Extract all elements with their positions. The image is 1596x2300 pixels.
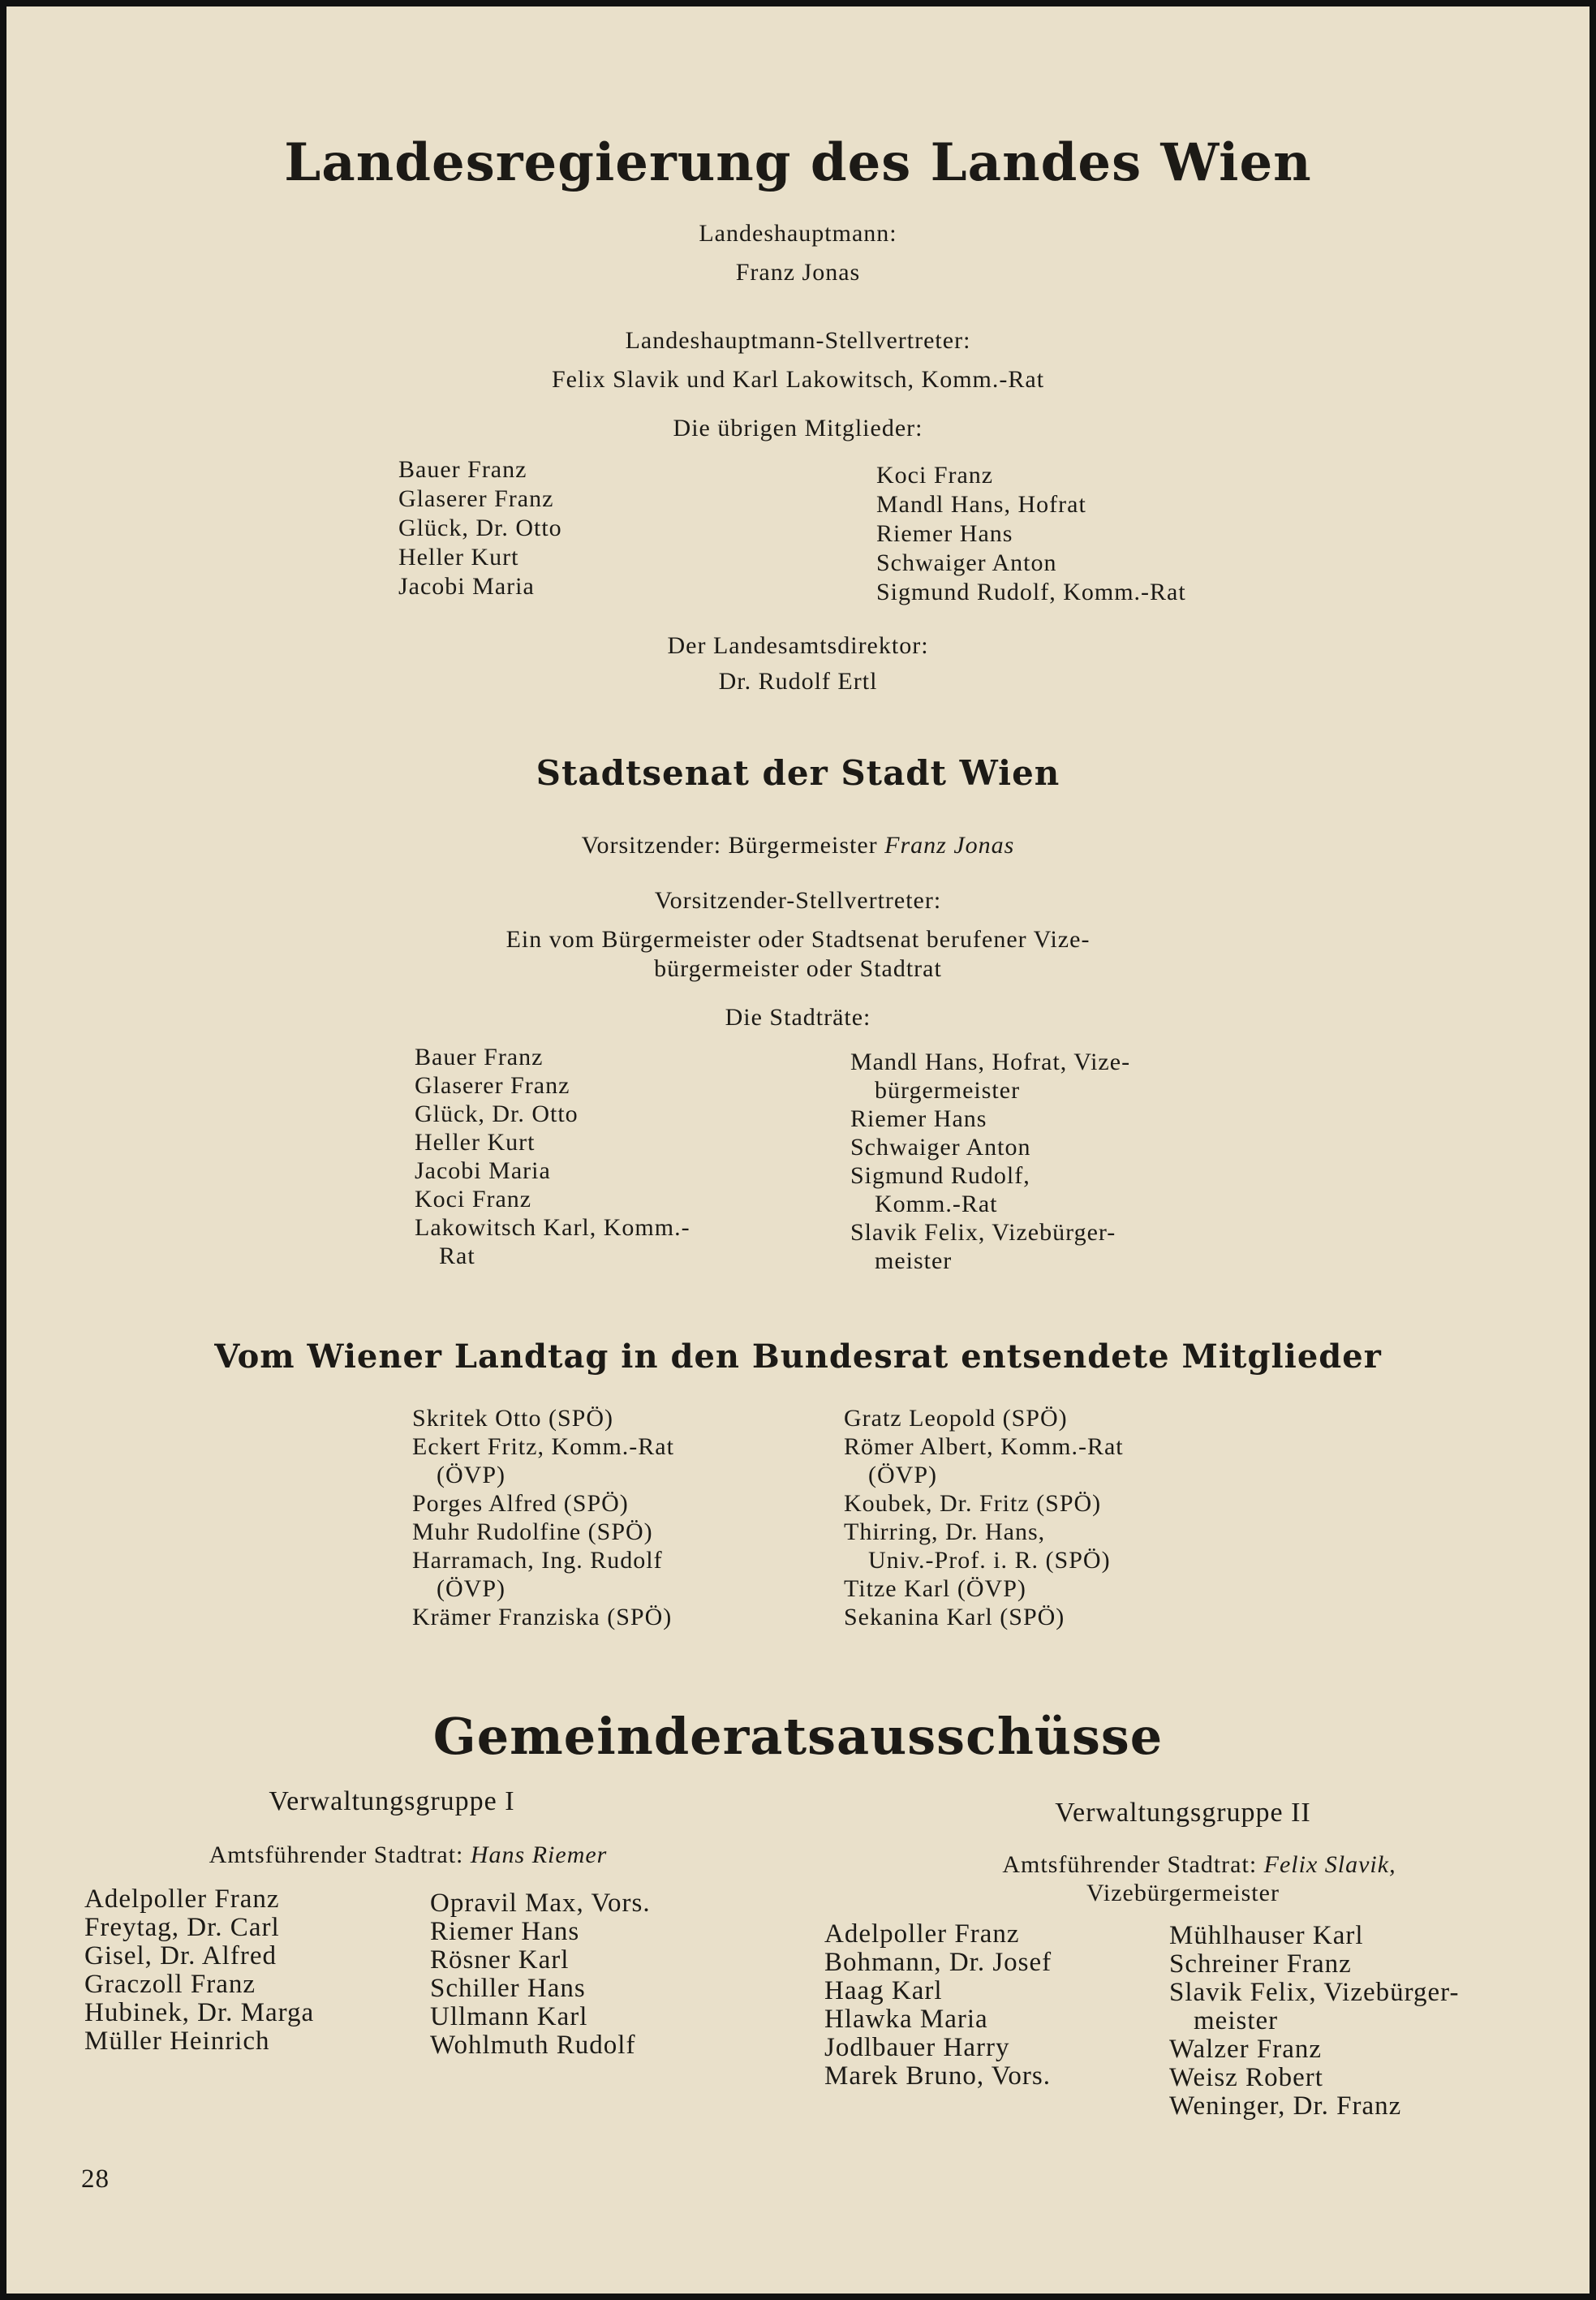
page-number: 28 xyxy=(81,2164,110,2194)
list-item: Sigmund Rudolf, Komm.-Rat xyxy=(876,579,1186,605)
deputy-line-2: bürgermeister oder Stadtrat xyxy=(654,955,942,982)
list-item: Thirring, Dr. Hans, xyxy=(844,1518,1046,1545)
bundesrat-title: Vom Wiener Landtag in den Bundesrat entsendete Mitglieder xyxy=(214,1337,1382,1376)
list-item: Römer Albert, Komm.-Rat xyxy=(844,1433,1124,1460)
members-left-column xyxy=(398,455,562,601)
list-item: Glück, Dr. Otto xyxy=(398,515,562,541)
list-item: Hlawka Maria xyxy=(824,2005,988,2034)
stadtraete-right-column xyxy=(850,1048,1130,1275)
list-item: Gratz Leopold (SPÖ) xyxy=(844,1405,1068,1432)
landesamtsdirektor-label: Der Landesamtsdirektor: xyxy=(667,632,929,659)
list-item: Rat xyxy=(439,1243,475,1269)
list-item: Haag Karl xyxy=(824,1976,943,2005)
list-item: Jodlbauer Harry xyxy=(824,2033,1010,2062)
group2-left-column xyxy=(824,1920,1052,2091)
group2-right-column xyxy=(1169,1922,1460,2121)
list-item: Harramach, Ing. Rudolf xyxy=(412,1547,663,1574)
list-item: Graczoll Franz xyxy=(84,1970,256,1999)
landeshauptmann-stellvertreter-names: Felix Slavik und Karl Lakowitsch, Komm.-Rat xyxy=(551,366,1045,393)
list-item: Koci Franz xyxy=(876,462,994,489)
list-item: Mandl Hans, Hofrat xyxy=(876,491,1086,518)
list-item: Komm.-Rat xyxy=(875,1191,998,1217)
document-page xyxy=(6,6,1590,2294)
group1-name: Verwaltungsgruppe I xyxy=(269,1786,515,1816)
landesregierung-title: Landesregierung des Landes Wien xyxy=(284,132,1312,193)
stadtsenat-chair xyxy=(6,831,1590,860)
landesamtsdirektor-name: Dr. Rudolf Ertl xyxy=(718,668,878,695)
list-item: Schreiner Franz xyxy=(1169,1949,1352,1979)
list-item: Rösner Karl xyxy=(430,1945,570,1975)
list-item: meister xyxy=(875,1247,953,1274)
list-item: Weisz Robert xyxy=(1169,2063,1323,2092)
list-item: Schwaiger Anton xyxy=(850,1134,1031,1161)
list-item: Bohmann, Dr. Josef xyxy=(824,1948,1052,1977)
list-item: Schiller Hans xyxy=(430,1974,586,2003)
chair-name: Franz Jonas xyxy=(884,832,1015,859)
list-item: Hubinek, Dr. Marga xyxy=(84,1998,315,2027)
list-item: Adelpoller Franz xyxy=(84,1884,280,1914)
list-item: Titze Karl (ÖVP) xyxy=(844,1575,1026,1602)
chair-prefix: Vorsitzender: Bürgermeister xyxy=(581,832,878,859)
list-item: bürgermeister xyxy=(875,1077,1021,1104)
list-item: Lakowitsch Karl, Komm.- xyxy=(415,1214,690,1241)
landeshauptmann-label: Landeshauptmann: xyxy=(699,220,897,247)
list-item: Bauer Franz xyxy=(415,1044,544,1070)
stadtsenat-title: Stadtsenat der Stadt Wien xyxy=(536,753,1060,793)
stadtrat-prefix: Amtsführender Stadtrat: xyxy=(209,1841,464,1868)
bundesrat-right-column xyxy=(844,1404,1124,1631)
list-item: Jacobi Maria xyxy=(415,1157,551,1184)
members-right-column xyxy=(876,461,1186,607)
list-item: Gisel, Dr. Alfred xyxy=(84,1941,277,1971)
list-item: Weninger, Dr. Franz xyxy=(1169,2091,1402,2121)
list-item: Wohlmuth Rudolf xyxy=(430,2031,636,2060)
deputy-line-1: Ein vom Bürgermeister oder Stadtsenat berufener Vize- xyxy=(505,926,1091,953)
landeshauptmann-name: Franz Jonas xyxy=(735,259,861,286)
list-item: Koci Franz xyxy=(415,1186,532,1212)
list-item: Glaserer Franz xyxy=(398,485,554,512)
list-item: meister xyxy=(1194,2006,1279,2035)
list-item: Krämer Franziska (SPÖ) xyxy=(412,1604,673,1630)
group1-left-column xyxy=(84,1885,314,2056)
list-item: Muhr Rudolfine (SPÖ) xyxy=(412,1518,653,1545)
group2-name: Verwaltungsgruppe II xyxy=(1055,1798,1311,1828)
list-item: (ÖVP) xyxy=(437,1575,505,1602)
stadtraete-label: Die Stadträte: xyxy=(725,1004,871,1031)
list-item: Müller Heinrich xyxy=(84,2026,270,2056)
list-item: Sekanina Karl (SPÖ) xyxy=(844,1604,1065,1630)
deputy-label: Vorsitzender-Stellvertreter: xyxy=(654,887,942,914)
list-item: (ÖVP) xyxy=(868,1462,937,1488)
list-item: Heller Kurt xyxy=(398,544,519,571)
list-item: Adelpoller Franz xyxy=(824,1919,1020,1949)
list-item: Glaserer Franz xyxy=(415,1072,570,1099)
group1-stadtrat xyxy=(6,1841,753,1869)
stadtrat-prefix: Amtsführender Stadtrat: xyxy=(1002,1851,1258,1878)
list-item: Riemer Hans xyxy=(876,520,1013,547)
list-item: Walzer Franz xyxy=(1169,2035,1322,2064)
landeshauptmann-stellvertreter-label: Landeshauptmann-Stellvertreter: xyxy=(625,327,971,354)
list-item: Opravil Max, Vors. xyxy=(430,1889,651,1918)
list-item: Glück, Dr. Otto xyxy=(415,1100,579,1127)
stadtrat-name: Felix Slavik, xyxy=(1263,1851,1396,1878)
list-item: Freytag, Dr. Carl xyxy=(84,1913,280,1942)
list-item: Ullmann Karl xyxy=(430,2002,588,2031)
list-item: Skritek Otto (SPÖ) xyxy=(412,1405,614,1432)
list-item: Marek Bruno, Vors. xyxy=(824,2061,1051,2091)
stadtrat-name: Hans Riemer xyxy=(470,1841,608,1868)
list-item: Porges Alfred (SPÖ) xyxy=(412,1490,629,1517)
list-item: Schwaiger Anton xyxy=(876,549,1057,576)
list-item: Eckert Fritz, Komm.-Rat xyxy=(412,1433,674,1460)
list-item: (ÖVP) xyxy=(437,1462,505,1488)
list-item: Sigmund Rudolf, xyxy=(850,1162,1030,1189)
list-item: Mühlhauser Karl xyxy=(1169,1921,1364,1950)
list-item: Riemer Hans xyxy=(850,1105,987,1132)
list-item: Mandl Hans, Hofrat, Vize- xyxy=(850,1049,1131,1075)
list-item: Slavik Felix, Vizebürger- xyxy=(1169,1978,1460,2007)
list-item: Heller Kurt xyxy=(415,1129,536,1156)
list-item: Koubek, Dr. Fritz (SPÖ) xyxy=(844,1490,1102,1517)
ausschuesse-title: Gemeinderatsausschüsse xyxy=(432,1707,1164,1766)
list-item: Univ.-Prof. i. R. (SPÖ) xyxy=(868,1547,1111,1574)
list-item: Jacobi Maria xyxy=(398,573,535,600)
group2-stadtrat-line2: Vizebürgermeister xyxy=(1086,1880,1280,1906)
bundesrat-left-column xyxy=(412,1404,674,1631)
group2-stadtrat xyxy=(818,1850,1581,1879)
list-item: Bauer Franz xyxy=(398,456,527,483)
list-item: Slavik Felix, Vizebürger- xyxy=(850,1219,1116,1246)
members-label: Die übrigen Mitglieder: xyxy=(673,415,923,441)
group1-right-column xyxy=(430,1889,651,2060)
list-item: Riemer Hans xyxy=(430,1917,580,1946)
stadtraete-left-column xyxy=(415,1043,690,1270)
